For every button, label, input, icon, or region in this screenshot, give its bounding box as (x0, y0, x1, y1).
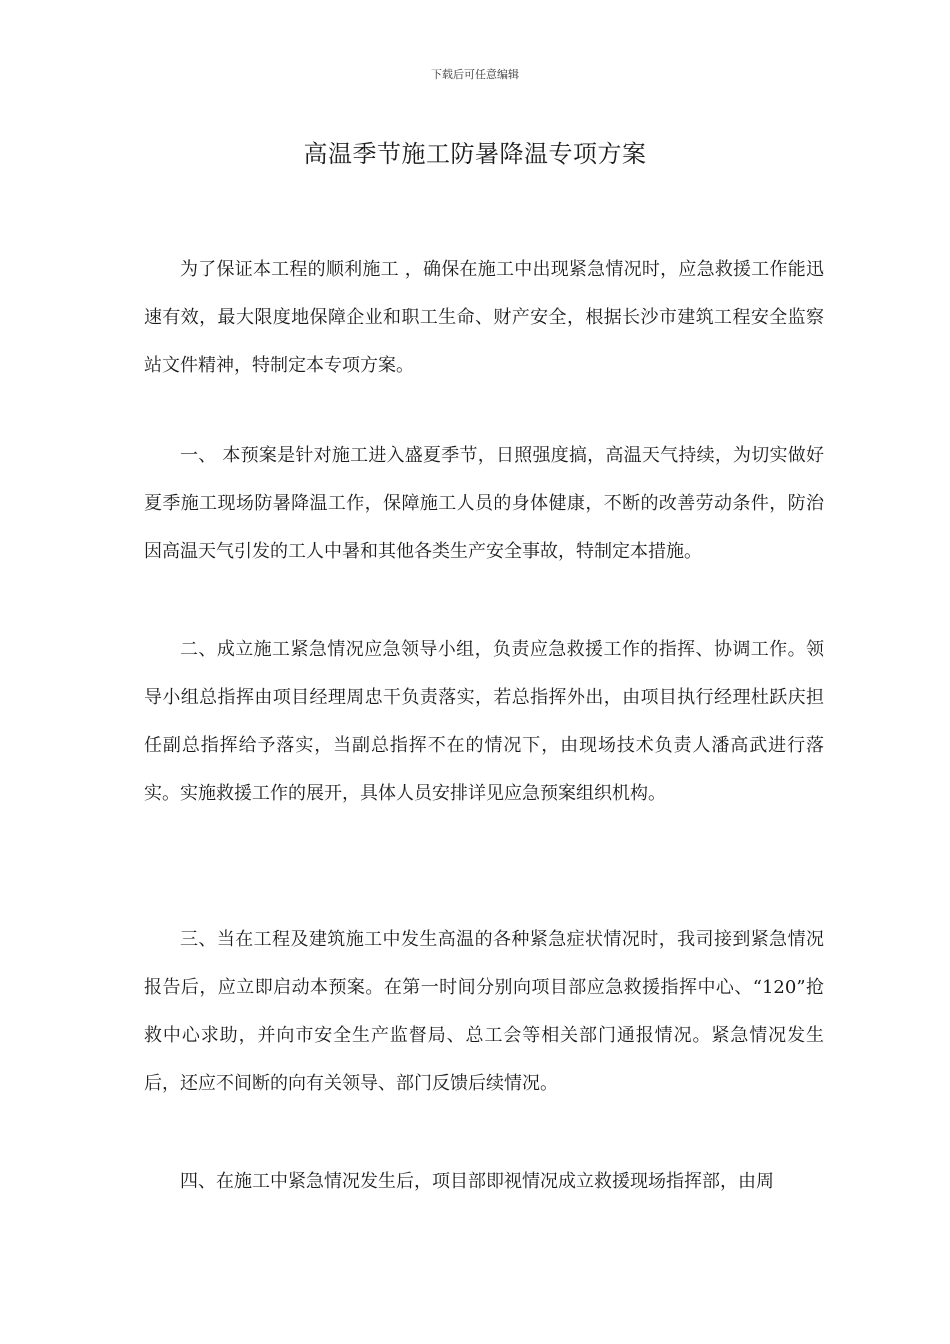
header-note: 下载后可任意编辑 (431, 68, 519, 81)
paragraph-text: 为了保证本工程的顺利施工 ，确保在施工中出现紧急情况时，应急救援工作能迅速有效，最大限度地保障企业和职工生命、财产安全，根据长沙市建筑工程安全监察站文件精神，特制定本专项方案。 (144, 259, 824, 376)
paragraph-text: 二、成立施工紧急情况应急领导小组，负责应急救援工作的指挥、协调工作。领导小组总指挥由项目经理周忠干负责落实，若总指挥外出，由项目执行经理杜跃庆担任副总指挥给予落实，当副总指挥不在的情况下，由现场技术负责人潘高武进行落实。实施救援工作的展开，具体人员安排详见应急预案组织机构。 (144, 639, 824, 804)
paragraph-intro (144, 246, 824, 390)
paragraph-section-3 (144, 916, 824, 1108)
paragraph-section-1 (144, 432, 824, 576)
paragraph-text: 一、 本预案是针对施工进入盛夏季节，日照强度搞，高温天气持续，为切实做好夏季施工现场防暑降温工作，保障施工人员的身体健康，不断的改善劳动条件，防治因高温天气引发的工人中暑和其他各类生产安全事故，特制定本措施。 (144, 445, 824, 562)
document-title: 高温季节施工防暑降温专项方案 (303, 140, 647, 168)
paragraph-section-4 (144, 1158, 824, 1206)
paragraph-text: 四、在施工中紧急情况发生后，项目部即视情况成立救援现场指挥部，由周 (180, 1171, 774, 1192)
paragraph-text: 三、当在工程及建筑施工中发生高温的各种紧急症状情况时，我司接到紧急情况报告后，应立即启动本预案。在第一时间分别向项目部应急救援指挥中心、“120”抢救中心求助，并向市安全生产监督局、总工会等相关部门通报情况。紧急情况发生后，还应不间断的向有关领导、部门反馈后续情况。 (144, 929, 824, 1094)
paragraph-section-2 (144, 626, 824, 818)
